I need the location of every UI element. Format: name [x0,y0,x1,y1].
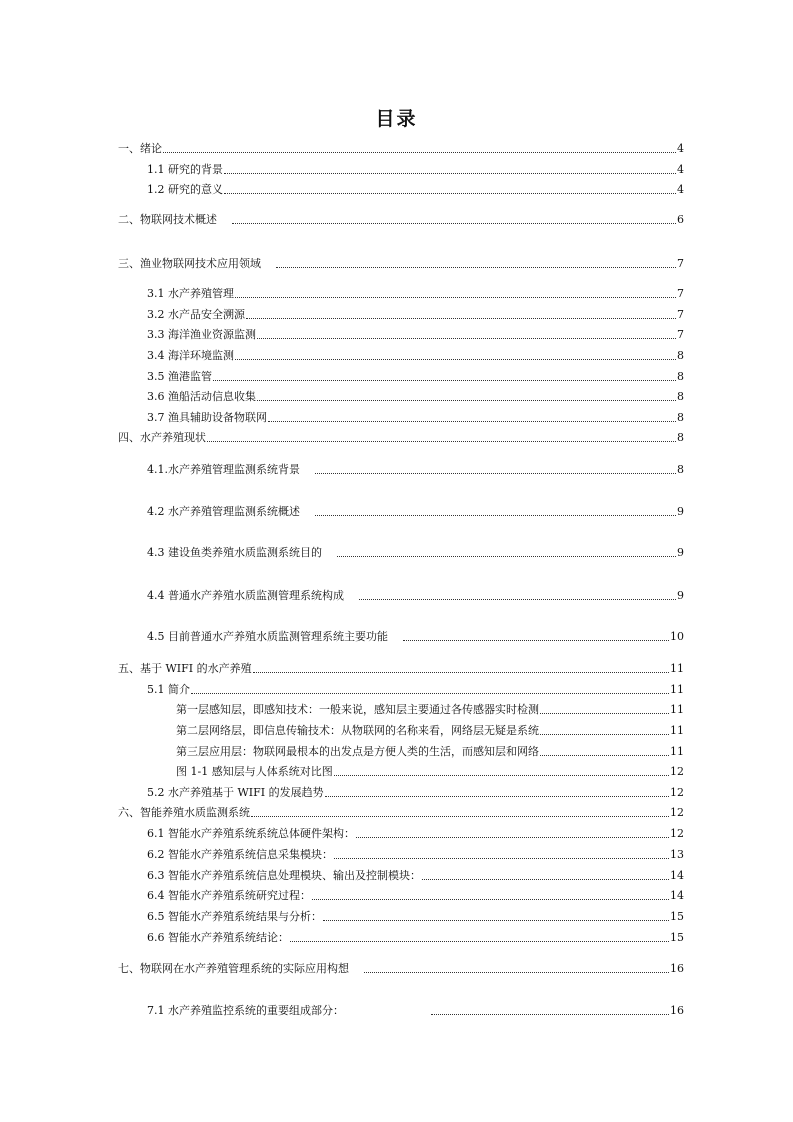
toc-entry-page-number: 11 [670,703,684,716]
toc-leader-dots [213,380,676,381]
toc-leader-dots [364,972,669,973]
toc-entry-label: 二、物联网技术概述 [118,213,217,226]
toc-entry-page-number: 14 [670,869,684,882]
toc-entry-page-number: 8 [677,463,684,476]
toc-leader-dots [246,318,676,319]
toc-entry-label: 6.4 智能水产养殖系统研究过程： [147,889,311,902]
toc-entry[interactable] [118,142,684,156]
toc-entry-page-number: 8 [677,349,684,362]
toc-entry-page-number: 16 [670,1004,684,1017]
toc-entry[interactable] [118,431,684,445]
toc-entry[interactable] [118,806,684,820]
toc-entry[interactable] [118,257,684,271]
toc-entry-page-number: 9 [677,505,684,518]
toc-entry[interactable] [147,889,684,903]
toc-entry-label: 一、绪论 [118,142,162,155]
toc-leader-dots [257,400,676,401]
toc-leader-dots [540,734,669,735]
toc-entry[interactable] [147,390,684,404]
toc-entry-page-number: 12 [670,786,684,799]
toc-entry-page-number: 10 [670,630,684,643]
toc-leader-dots [359,599,676,600]
toc-entry-label: 4.4 普通水产养殖水质监测管理系统构成 [147,589,344,602]
toc-leader-dots [315,473,676,474]
toc-entry-label: 第二层网络层，即信息传输技术：从物联网的名称来看，网络层无疑是系统 [176,724,539,737]
toc-entry-label: 六、智能养殖水质监测系统 [118,806,250,819]
toc-entry-page-number: 12 [670,765,684,778]
toc-leader-dots [403,640,669,641]
toc-leader-dots [540,713,669,714]
toc-entry[interactable] [147,1004,684,1018]
toc-entry-page-number: 11 [670,724,684,737]
toc-entry-label: 图 1-1 感知层与人体系统对比图 [176,765,333,778]
toc-entry-page-number: 14 [670,889,684,902]
toc-entry-label: 4.5 目前普通水产养殖水质监测管理系统主要功能 [147,630,388,643]
toc-entry-label: 4.3 建设鱼类养殖水质监测系统目的 [147,546,322,559]
toc-entry-label: 五、基于 WIFI 的水产养殖 [118,662,252,675]
toc-entry-page-number: 4 [677,163,684,176]
toc-leader-dots [235,359,676,360]
toc-entry-label: 4.1.水产养殖管理监测系统背景 [147,463,300,476]
toc-entry[interactable] [147,287,684,301]
toc-entry[interactable] [176,765,684,779]
toc-leader-dots [257,338,676,339]
toc-entry-label: 6.3 智能水产养殖系统信息处理模块、输出及控制模块： [147,869,421,882]
toc-entry[interactable] [147,163,684,177]
toc-entry-label: 3.1 水产养殖管理 [147,287,234,300]
toc-entry-label: 3.2 水产品安全溯源 [147,308,245,321]
toc-entry-page-number: 8 [677,370,684,383]
toc-entry-page-number: 4 [677,183,684,196]
toc-leader-dots [251,816,669,817]
toc-entry[interactable] [147,308,684,322]
toc-leader-dots [540,755,669,756]
toc-entry-page-number: 8 [677,431,684,444]
toc-leader-dots [191,693,669,694]
toc-leader-dots [334,858,669,859]
toc-entry-page-number: 15 [670,931,684,944]
toc-entry-page-number: 8 [677,411,684,424]
toc-entry-page-number: 11 [670,662,684,675]
toc-leader-dots [356,837,669,838]
toc-entry[interactable] [147,370,684,384]
toc-entry[interactable] [118,213,684,227]
toc-entry-label: 1.2 研究的意义 [147,183,223,196]
toc-entry[interactable] [176,724,684,738]
toc-entry-page-number: 9 [677,589,684,602]
toc-entry-label: 6.6 智能水产养殖系统结论： [147,931,289,944]
toc-entry[interactable] [147,683,684,697]
toc-entry[interactable] [118,662,684,676]
toc-title: 目录 [375,108,418,130]
toc-entry[interactable] [147,869,684,883]
toc-leader-dots [224,193,676,194]
toc-leader-dots [325,796,669,797]
toc-leader-dots [431,1014,669,1015]
toc-entry-page-number: 12 [670,827,684,840]
toc-leader-dots [323,920,669,921]
toc-entry-page-number: 7 [677,328,684,341]
toc-entry-page-number: 6 [677,213,684,226]
toc-entry[interactable] [147,931,684,945]
toc-entry-label: 第一层感知层，即感知技术：一般来说，感知层主要通过各传感器实时检测 [176,703,539,716]
toc-entry[interactable] [147,848,684,862]
toc-entry-label: 3.7 渔具辅助设备物联网 [147,411,267,424]
toc-leader-dots [315,515,676,516]
toc-entry[interactable] [147,411,684,425]
toc-leader-dots [224,173,676,174]
toc-leader-dots [312,899,669,900]
toc-entry-label: 7.1 水产养殖监控系统的重要组成部分： [147,1004,344,1017]
toc-entry-page-number: 11 [670,745,684,758]
toc-entry-label: 四、水产养殖现状 [118,431,206,444]
toc-entry[interactable] [147,183,684,197]
toc-leader-dots [422,879,669,880]
toc-entry-page-number: 11 [670,683,684,696]
toc-entry-page-number: 7 [677,257,684,270]
toc-entry[interactable] [147,630,684,644]
toc-entry[interactable] [147,589,684,603]
toc-entry[interactable] [147,505,684,519]
toc-leader-dots [276,267,676,268]
toc-entry-page-number: 15 [670,910,684,923]
toc-entry[interactable] [118,962,684,976]
toc-entry[interactable] [176,745,684,759]
toc-entry-label: 第三层应用层：物联网最根本的出发点是方便人类的生活，而感知层和网络 [176,745,539,758]
toc-entry-label: 3.3 海洋渔业资源监测 [147,328,256,341]
toc-entry-label: 七、物联网在水产养殖管理系统的实际应用构想 [118,962,349,975]
toc-entry-label: 三、渔业物联网技术应用领域 [118,257,261,270]
toc-leader-dots [290,941,669,942]
toc-entry-page-number: 9 [677,546,684,559]
toc-leader-dots [268,421,676,422]
toc-entry-page-number: 7 [677,287,684,300]
toc-entry[interactable] [147,546,684,560]
toc-entry-label: 6.5 智能水产养殖系统结果与分析： [147,910,322,923]
toc-entry-label: 4.2 水产养殖管理监测系统概述 [147,505,300,518]
toc-entry[interactable] [176,703,684,717]
toc-entry-page-number: 7 [677,308,684,321]
toc-entry[interactable] [147,786,684,800]
toc-entry-label: 3.5 渔港监管 [147,370,212,383]
toc-leader-dots [235,297,676,298]
toc-leader-dots [253,672,669,673]
toc-entry-label: 3.6 渔船活动信息收集 [147,390,256,403]
toc-entry-label: 6.2 智能水产养殖系统信息采集模块： [147,848,333,861]
toc-leader-dots [163,152,676,153]
toc-entry-page-number: 16 [670,962,684,975]
toc-entry[interactable] [147,328,684,342]
toc-entry-label: 6.1 智能水产养殖系统系统总体硬件架构： [147,827,355,840]
toc-leader-dots [334,775,669,776]
toc-leader-dots [337,556,676,557]
toc-entry[interactable] [147,463,684,477]
toc-entry-page-number: 12 [670,806,684,819]
toc-leader-dots [232,223,676,224]
toc-entry-page-number: 4 [677,142,684,155]
toc-entry-page-number: 8 [677,390,684,403]
toc-leader-dots [207,441,676,442]
toc-entry[interactable] [147,827,684,841]
toc-entry-label: 1.1 研究的背景 [147,163,223,176]
toc-entry[interactable] [147,349,684,363]
toc-entry[interactable] [147,910,684,924]
toc-entry-label: 3.4 海洋环境监测 [147,349,234,362]
toc-entry-label: 5.2 水产养殖基于 WIFI 的发展趋势 [147,786,324,799]
toc-entry-label: 5.1 简介 [147,683,190,696]
toc-entry-page-number: 13 [670,848,684,861]
